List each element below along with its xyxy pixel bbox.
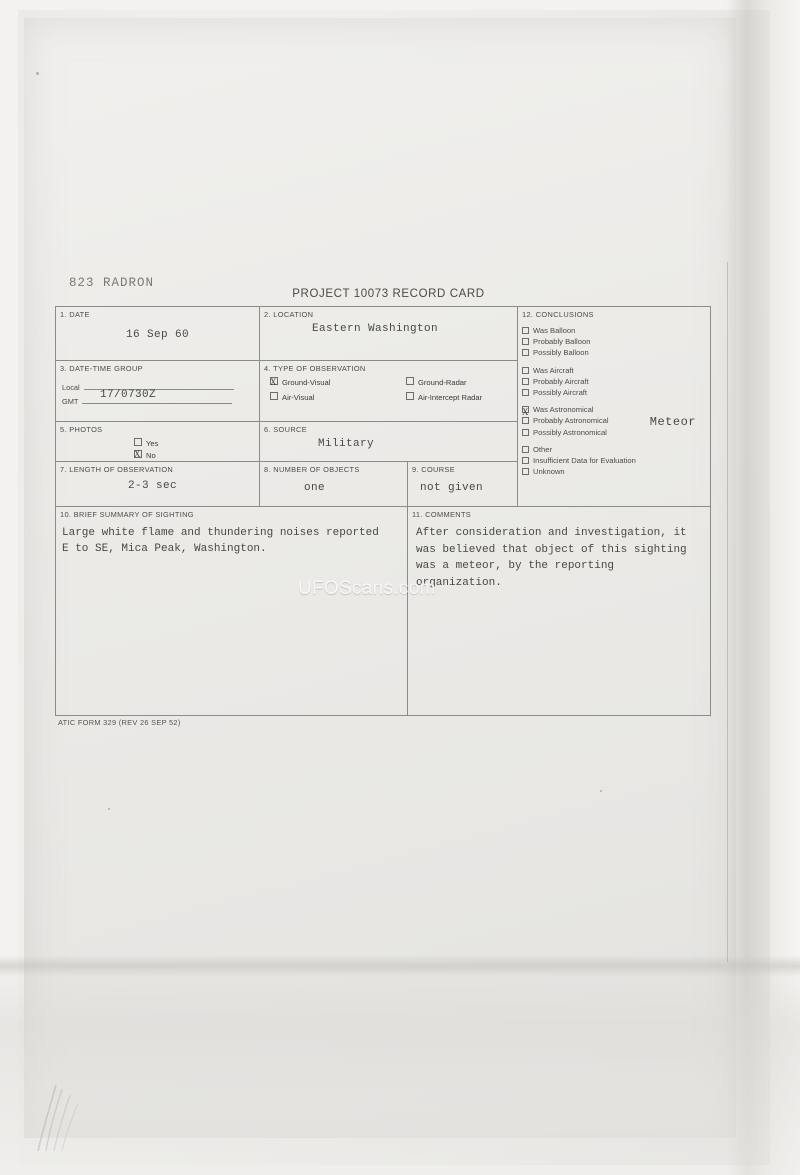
checkbox-icon[interactable] <box>134 450 142 458</box>
label-comments: 11. COMMENTS <box>412 510 472 519</box>
photos-option-label: Yes <box>146 438 159 448</box>
cell-length-of-observation <box>56 462 260 507</box>
label-course: 9. COURSE <box>412 465 455 475</box>
label-gmt: GMT <box>62 395 232 406</box>
conclusion-option[interactable] <box>522 466 710 477</box>
cell-course <box>408 462 518 507</box>
checkbox-icon[interactable] <box>522 406 529 418</box>
conclusion-option[interactable] <box>522 336 710 347</box>
conclusion-label: Probably Aircraft <box>533 376 589 386</box>
checkbox-icon[interactable] <box>522 338 529 345</box>
conclusion-annotation: Meteor <box>649 415 696 429</box>
checkbox-icon[interactable] <box>134 438 142 446</box>
cell-date <box>56 307 260 361</box>
unit-stamp: 823 RADRON <box>69 276 155 290</box>
conclusion-label: Was Balloon <box>533 326 576 335</box>
conclusion-label: Unknown <box>533 467 565 477</box>
label-source: 6. SOURCE <box>264 424 307 434</box>
checkbox-icon[interactable] <box>522 327 529 334</box>
checkbox-icon[interactable] <box>522 429 529 436</box>
page-bottom-shadow <box>0 960 800 1175</box>
conclusion-label: Probably Astronomical <box>533 416 609 426</box>
value-gmt: 17/0730Z <box>100 389 157 402</box>
watermark: UFOScans.com <box>298 578 436 599</box>
type-option-label: Air-Intercept Radar <box>418 393 483 403</box>
type-option-ground-visual[interactable] <box>270 377 406 387</box>
value-course: not given <box>420 482 484 495</box>
checkbox-icon[interactable] <box>522 468 529 475</box>
label-location: 2. LOCATION <box>264 310 314 319</box>
type-option-label: Ground-Radar <box>418 378 467 388</box>
value-comments: After consideration and investigation, it was believed that object of this sighting was a meteor, by the reporting organization. <box>416 527 687 589</box>
pencil-scribble <box>30 1073 90 1153</box>
check-mark-icon: X <box>134 448 141 459</box>
check-mark-icon: X <box>270 377 277 388</box>
value-brief-summary: Large white flame and thundering noises reported E to SE, Mica Peak, Washington. <box>62 527 379 555</box>
label-date-time-group: 3. DATE-TIME GROUP <box>60 364 143 374</box>
type-option-air-visual[interactable] <box>270 392 406 402</box>
type-option-ground-radar[interactable] <box>406 377 467 387</box>
scan-speck <box>36 72 39 75</box>
conclusions-group-other <box>522 444 710 478</box>
check-mark-icon: X <box>522 407 529 418</box>
checkbox-icon[interactable] <box>522 457 529 464</box>
conclusion-option[interactable] <box>522 444 710 455</box>
label-conclusions: 12. CONCLUSIONS <box>522 310 594 319</box>
type-observation-row <box>270 392 600 402</box>
type-option-air-intercept-radar[interactable] <box>406 392 482 402</box>
type-option-label: Air-Visual <box>282 393 315 403</box>
conclusion-label: Possibly Astronomical <box>533 427 607 437</box>
label-type-of-observation: 4. TYPE OF OBSERVATION <box>264 364 366 374</box>
cell-date-time-group <box>56 361 260 422</box>
conclusion-label: Was Aircraft <box>533 365 574 375</box>
conclusion-option[interactable] <box>522 365 710 376</box>
checkbox-icon[interactable] <box>522 367 529 374</box>
conclusion-option[interactable] <box>522 325 710 336</box>
value-number-of-objects: one <box>304 482 326 495</box>
record-card-table <box>55 306 711 716</box>
checkbox-icon[interactable] <box>406 377 414 385</box>
cell-brief-summary <box>56 507 408 716</box>
photos-option-yes[interactable] <box>134 438 158 448</box>
cell-photos <box>56 421 260 461</box>
photos-option-label: No <box>146 450 156 460</box>
label-brief-summary: 10. BRIEF SUMMARY OF SIGHTING <box>60 510 194 519</box>
conclusion-label: Possibly Aircraft <box>533 388 588 398</box>
conclusion-option[interactable] <box>522 455 710 466</box>
value-date: 16 Sep 60 <box>126 329 190 341</box>
conclusion-label: Possibly Balloon <box>533 348 589 358</box>
form-footer-note: ATIC FORM 329 (REV 26 SEP 52) <box>58 718 181 727</box>
scan-speck <box>108 808 110 810</box>
checkbox-icon[interactable] <box>406 392 414 400</box>
value-location: Eastern Washington <box>312 323 439 335</box>
conclusions-group-balloon <box>522 325 710 359</box>
cell-type-of-observation <box>260 361 518 422</box>
conclusion-label: Probably Balloon <box>533 337 591 347</box>
cell-comments <box>408 507 711 716</box>
type-observation-row <box>270 377 600 387</box>
label-length-of-observation: 7. LENGTH OF OBSERVATION <box>60 465 174 475</box>
label-local: Local <box>62 381 234 392</box>
checkbox-icon[interactable] <box>522 446 529 453</box>
checkbox-icon[interactable] <box>522 417 529 424</box>
cell-location <box>260 307 518 361</box>
label-photos: 5. PHOTOS <box>60 424 103 434</box>
value-length-of-observation: 2-3 sec <box>128 480 178 493</box>
value-source: Military <box>318 437 375 450</box>
checkbox-icon[interactable] <box>270 392 278 400</box>
cell-number-of-objects <box>260 462 408 507</box>
record-card <box>55 276 710 727</box>
page-fold-line <box>727 262 728 962</box>
photos-option-no[interactable] <box>134 450 158 460</box>
conclusion-option[interactable] <box>522 347 710 358</box>
label-date: 1. DATE <box>60 310 90 319</box>
type-option-label: Ground-Visual <box>282 378 331 388</box>
label-number-of-objects: 8. NUMBER OF OBJECTS <box>264 465 360 475</box>
page-title: PROJECT 10073 RECORD CARD <box>292 288 485 300</box>
conclusion-label: Was Astronomical <box>533 405 594 415</box>
conclusion-label: Insufficient Data for Evaluation <box>533 456 636 466</box>
checkbox-icon[interactable] <box>270 377 278 388</box>
conclusion-label: Other <box>533 444 552 454</box>
scan-speck <box>600 790 602 792</box>
checkbox-icon[interactable] <box>522 349 529 356</box>
cell-source <box>260 421 518 461</box>
